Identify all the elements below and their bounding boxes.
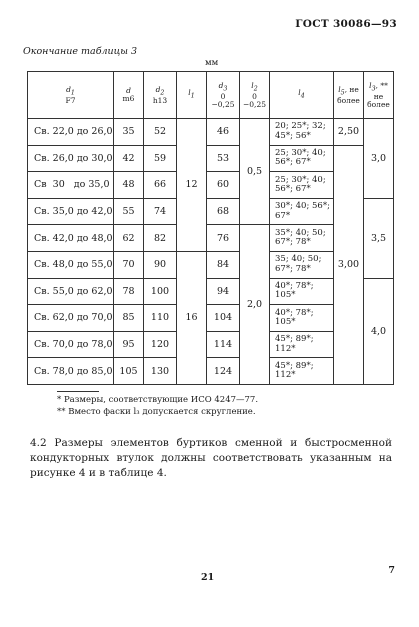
cell-d1: Св. 26,0 до 30,0	[28, 145, 114, 172]
cell-d2: 82	[144, 225, 177, 252]
header-l5: $l_5$, не более	[334, 72, 364, 119]
cell-d: 55	[114, 198, 144, 225]
document-code: ГОСТ 30086—93	[295, 18, 397, 30]
cell-d1: Св. 62,0 до 70,0	[28, 305, 114, 332]
cell-d: 62	[114, 225, 144, 252]
header-l2: $l_2$ 0 −0,25	[240, 72, 270, 119]
footnote-1: * Размеры, соответствующие ИСО 4247—77.	[57, 395, 259, 405]
cell-d: 78	[114, 278, 144, 305]
cell-d3: 84	[207, 251, 240, 278]
cell-l4: 20; 25*; 32; 45*; 56*	[270, 119, 334, 146]
cell-d3: 68	[207, 198, 240, 225]
header-l3: $l_3$, ** не более	[364, 72, 394, 119]
dimensions-table	[27, 71, 394, 385]
table-row	[28, 119, 394, 146]
cell-l3-group-b: 3,5	[364, 198, 394, 278]
cell-d1: Св. 78,0 до 85,0	[28, 358, 114, 385]
header-d1: $d_1$ F7	[28, 72, 114, 119]
cell-d1: Св. 70,0 до 78,0	[28, 331, 114, 358]
header-d3: $d_3$ 0 −0,25	[207, 72, 240, 119]
cell-l4: 25; 30*; 40; 56*; 67*	[270, 172, 334, 199]
cell-l2-group-b: 2,0	[240, 225, 270, 385]
cell-d: 70	[114, 251, 144, 278]
cell-l4: 40*; 78*; 105*	[270, 278, 334, 305]
table-header-row	[28, 72, 394, 119]
cell-d1: Св. 55,0 до 62,0	[28, 278, 114, 305]
cell-l5-group-b: 3,00	[334, 145, 364, 384]
cell-d2: 90	[144, 251, 177, 278]
page-number: 21	[201, 572, 215, 583]
table-row	[28, 145, 394, 172]
cell-d: 105	[114, 358, 144, 385]
header-d: d m6	[114, 72, 144, 119]
cell-l5-group-a: 2,50	[334, 119, 364, 146]
cell-l4: 30*; 40; 56*; 67*	[270, 198, 334, 225]
cell-d: 42	[114, 145, 144, 172]
cell-l2-group-a: 0,5	[240, 119, 270, 225]
cell-d1: Св. 35,0 до 42,0	[28, 198, 114, 225]
body-paragraph: 4.2 Размеры элементов буртиков сменной и быстросменной кондукторных втулок должны соответствовать указанным на рисунке 4 и в таблице 4.	[30, 437, 392, 479]
cell-d3: 46	[207, 119, 240, 146]
cell-d2: 130	[144, 358, 177, 385]
cell-d2: 100	[144, 278, 177, 305]
cell-d3: 104	[207, 305, 240, 332]
cell-d: 35	[114, 119, 144, 146]
cell-d2: 110	[144, 305, 177, 332]
sheet-number: 7	[388, 565, 395, 576]
cell-l3-group-c: 4,0	[364, 278, 394, 384]
cell-d2: 120	[144, 331, 177, 358]
cell-l1-group-a: 12	[177, 119, 207, 252]
units-label: мм	[205, 58, 219, 68]
cell-d1: Св. 42,0 до 48,0	[28, 225, 114, 252]
cell-l4: 40*; 78*; 105*	[270, 305, 334, 332]
header-d2: $d_2$ h13	[144, 72, 177, 119]
footnote-2: ** Вместо фаски l₃ допускается скругление.	[57, 407, 256, 417]
cell-d3: 124	[207, 358, 240, 385]
cell-d1: Св. 22,0 до 26,0	[28, 119, 114, 146]
cell-l3-group-a: 3,0	[364, 119, 394, 199]
cell-l4: 35; 40; 50; 67*; 78*	[270, 251, 334, 278]
cell-l4: 45*; 89*; 112*	[270, 331, 334, 358]
cell-d2: 74	[144, 198, 177, 225]
cell-d: 85	[114, 305, 144, 332]
cell-l4: 45*; 89*; 112*	[270, 358, 334, 385]
cell-d2: 59	[144, 145, 177, 172]
cell-d1: Св. 48,0 до 55,0	[28, 251, 114, 278]
cell-l4: 25; 30*; 40; 56*; 67*	[270, 145, 334, 172]
cell-d: 48	[114, 172, 144, 199]
cell-d2: 52	[144, 119, 177, 146]
cell-d: 95	[114, 331, 144, 358]
cell-d3: 60	[207, 172, 240, 199]
cell-d3: 114	[207, 331, 240, 358]
cell-d2: 66	[144, 172, 177, 199]
cell-d1: Св 30 до 35,0	[28, 172, 114, 199]
footnote-divider	[57, 391, 99, 392]
table-caption: Окончание таблицы 3	[23, 46, 138, 57]
header-l1: $l_1$	[177, 72, 207, 119]
cell-l4: 35*; 40; 50; 67*; 78*	[270, 225, 334, 252]
cell-d3: 94	[207, 278, 240, 305]
header-l4: $l_4$	[270, 72, 334, 119]
cell-l1-group-b: 16	[177, 251, 207, 384]
cell-d3: 53	[207, 145, 240, 172]
cell-d3: 76	[207, 225, 240, 252]
